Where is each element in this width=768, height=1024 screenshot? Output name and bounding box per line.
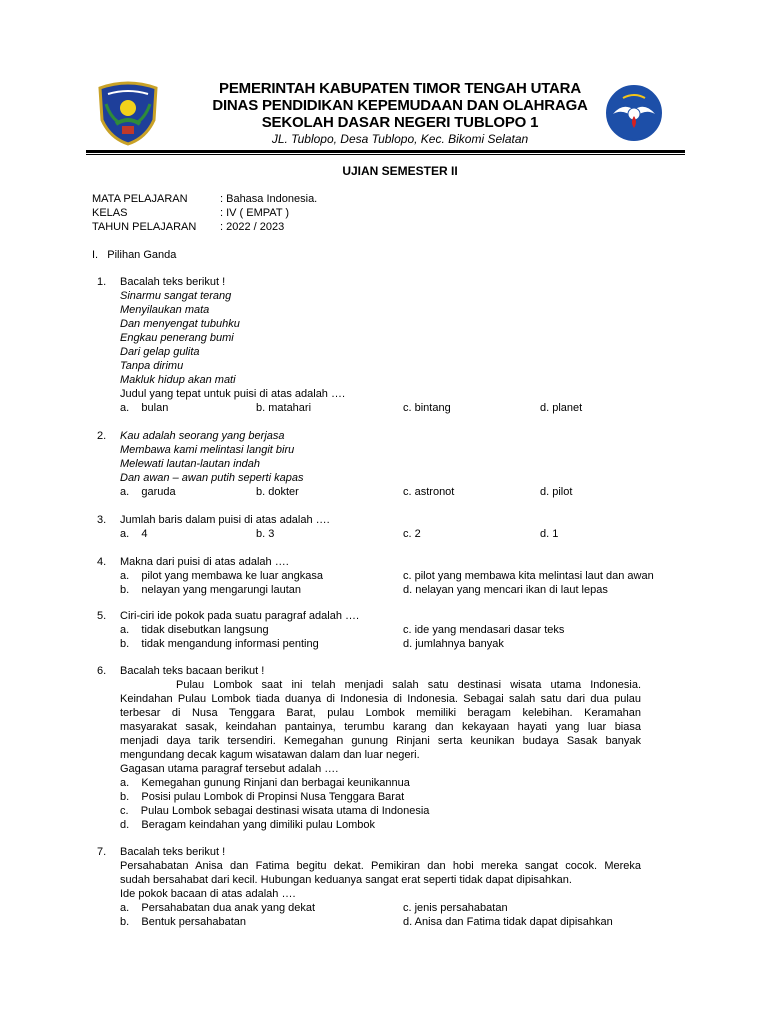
q2-poem-line: Kau adalah seorang yang berjasa [120, 430, 285, 442]
q7-option-a: a. Persahabatan dua anak yang dekat [120, 902, 316, 914]
q4-option-b: b. nelayan yang mengarungi lautan [120, 584, 302, 596]
header-address: JL. Tublopo, Desa Tublopo, Kec. Bikomi Selatan [271, 132, 529, 146]
q5-option-a: a. tidak disebutkan langsung [120, 624, 269, 636]
q6-option-a: a. Kemegahan gunung Rinjani dan berbagai keunikannua [120, 777, 410, 789]
q6-intro: Bacalah teks bacaan berikut ! [120, 665, 265, 677]
q7-option-d: d. Anisa dan Fatima tidak dapat dipisahkan [403, 916, 613, 928]
q4-option-d: d. nelayan yang mencari ikan di laut lepas [403, 584, 608, 596]
q2-option-b: b. dokter [256, 486, 299, 498]
header-line-1: PEMERINTAH KABUPATEN TIMOR TENGAH UTARA [219, 80, 581, 97]
q6-question: Gagasan utama paragraf tersebut adalah …. [120, 763, 339, 775]
q3-option-b: b. 3 [256, 528, 275, 540]
q1-option-b: b. matahari [256, 402, 312, 414]
q5-option-b: b. tidak mengandung informasi penting [120, 638, 319, 650]
q1-poem-line: Menyilaukan mata [120, 304, 210, 316]
q1-intro: Bacalah teks berikut ! [120, 276, 226, 288]
q6-passage-line: menjadi daya tarik tersendiri. Kemegahan gunung Rinjani serta keunikan budaya Sasak banyak [120, 735, 641, 747]
q7-option-b: b. Bentuk persahabatan [120, 916, 246, 928]
q1-option-a: a. bulan [120, 402, 169, 414]
q6-option-d: d. Beragam keindahan yang dimiliki pulau Lombok [120, 819, 375, 831]
q4-question: Makna dari puisi di atas adalah …. [120, 556, 289, 568]
q5-option-c: c. ide yang mendasari dasar teks [403, 624, 565, 636]
q5-option-d: d. jumlahnya banyak [403, 638, 504, 650]
q7-question: Ide pokok bacaan di atas adalah …. [120, 888, 296, 900]
q3-option-c: c. 2 [403, 528, 421, 540]
q2-poem-line: Melewati lautan-lautan indah [120, 458, 261, 470]
q2-option-d: d. pilot [540, 486, 573, 498]
q6-passage-line: Pulau Lombok saat ini telah menjadi salah satu destinasi wisata utama Indonesia. [176, 679, 641, 691]
q5-number: 5. [97, 610, 107, 622]
q2-poem-line: Dan awan – awan putih seperti kapas [120, 472, 304, 484]
exam-title: UJIAN SEMESTER II [342, 164, 458, 178]
q1-poem-line: Engkau penerang bumi [120, 332, 234, 344]
q2-option-a: a. garuda [120, 486, 176, 498]
q1-poem-line: Dari gelap gulita [120, 346, 200, 358]
q7-option-c: c. jenis persahabatan [403, 902, 508, 914]
q5-question: Ciri-ciri ide pokok pada suatu paragraf adalah …. [120, 610, 360, 622]
q6-option-c: c. Pulau Lombok sebagai destinasi wisata utama di Indonesia [120, 805, 430, 817]
field-value-class: : IV ( EMPAT ) [220, 207, 290, 219]
q4-option-a: a. pilot yang membawa ke luar angkasa [120, 570, 324, 582]
field-value-subject: : Bahasa Indonesia. [220, 193, 318, 205]
q2-poem-line: Membawa kami melintasi langit biru [120, 444, 295, 456]
q1-number: 1. [97, 276, 107, 288]
field-label-year: TAHUN PELAJARAN [92, 221, 197, 233]
q3-number: 3. [97, 514, 107, 526]
field-label-class: KELAS [92, 207, 128, 219]
q6-passage-line: Keindahan Pulau Lombok tiada duanya di Indonesia di Indonesia. Sebagai salah satu dari dua pulau [120, 693, 641, 705]
q1-poem-line: Makluk hidup akan mati [120, 374, 236, 386]
q6-passage-line: mengundang decak kagum wisatawan dalam dan luar negeri. [120, 749, 420, 761]
q1-poem-line: Tanpa dirimu [120, 360, 184, 372]
q1-question: Judul yang tepat untuk puisi di atas adalah …. [120, 388, 346, 400]
q1-option-c: c. bintang [403, 402, 451, 414]
q6-passage-line: terbesar di Nusa Tenggara Barat, pulau Lombok memiliki beragam kelebihan. Keramahan [120, 707, 641, 719]
q3-option-a: a. 4 [120, 528, 148, 540]
q6-number: 6. [97, 665, 107, 677]
header-divider-thin [86, 154, 685, 155]
header-line-3: SEKOLAH DASAR NEGERI TUBLOPO 1 [261, 114, 539, 131]
q2-number: 2. [97, 430, 107, 442]
q7-intro: Bacalah teks berikut ! [120, 846, 226, 858]
q4-number: 4. [97, 556, 107, 568]
q1-option-d: d. planet [540, 402, 583, 414]
header-divider-thick [86, 150, 685, 153]
field-label-subject: MATA PELAJARAN [92, 193, 188, 205]
field-value-year: : 2022 / 2023 [220, 221, 285, 233]
q6-option-b: b. Posisi pulau Lombok di Propinsi Nusa Tenggara Barat [120, 791, 405, 803]
q3-question: Jumlah baris dalam puisi di atas adalah …. [120, 514, 330, 526]
q6-passage-line: masyarakat sasak, keindahan pantainya, terumbu karang dan kekayaan hayati yang luar biasa [120, 721, 641, 733]
q1-poem-line: Dan menyengat tubuhku [120, 318, 240, 330]
section-heading: I. Pilihan Ganda [92, 249, 177, 261]
q2-option-c: c. astronot [403, 486, 455, 498]
q7-passage-line: Persahabatan Anisa dan Fatima begitu dekat. Pemikiran dan hobi mereka sangat cocok. Mereka [120, 860, 641, 872]
header-line-2: DINAS PENDIDIKAN KEPEMUDAAN DAN OLAHRAGA [212, 97, 588, 114]
q4-option-c: c. pilot yang membawa kita melintasi laut dan awan [403, 570, 654, 582]
q7-passage-line: sudah bersahabat dari kecil. Hubungan keduanya sangat erat seperti tidak dapat dipisahkan. [120, 874, 572, 886]
q1-poem-line: Sinarmu sangat terang [120, 290, 232, 302]
q7-number: 7. [97, 846, 107, 858]
q3-option-d: d. 1 [540, 528, 559, 540]
